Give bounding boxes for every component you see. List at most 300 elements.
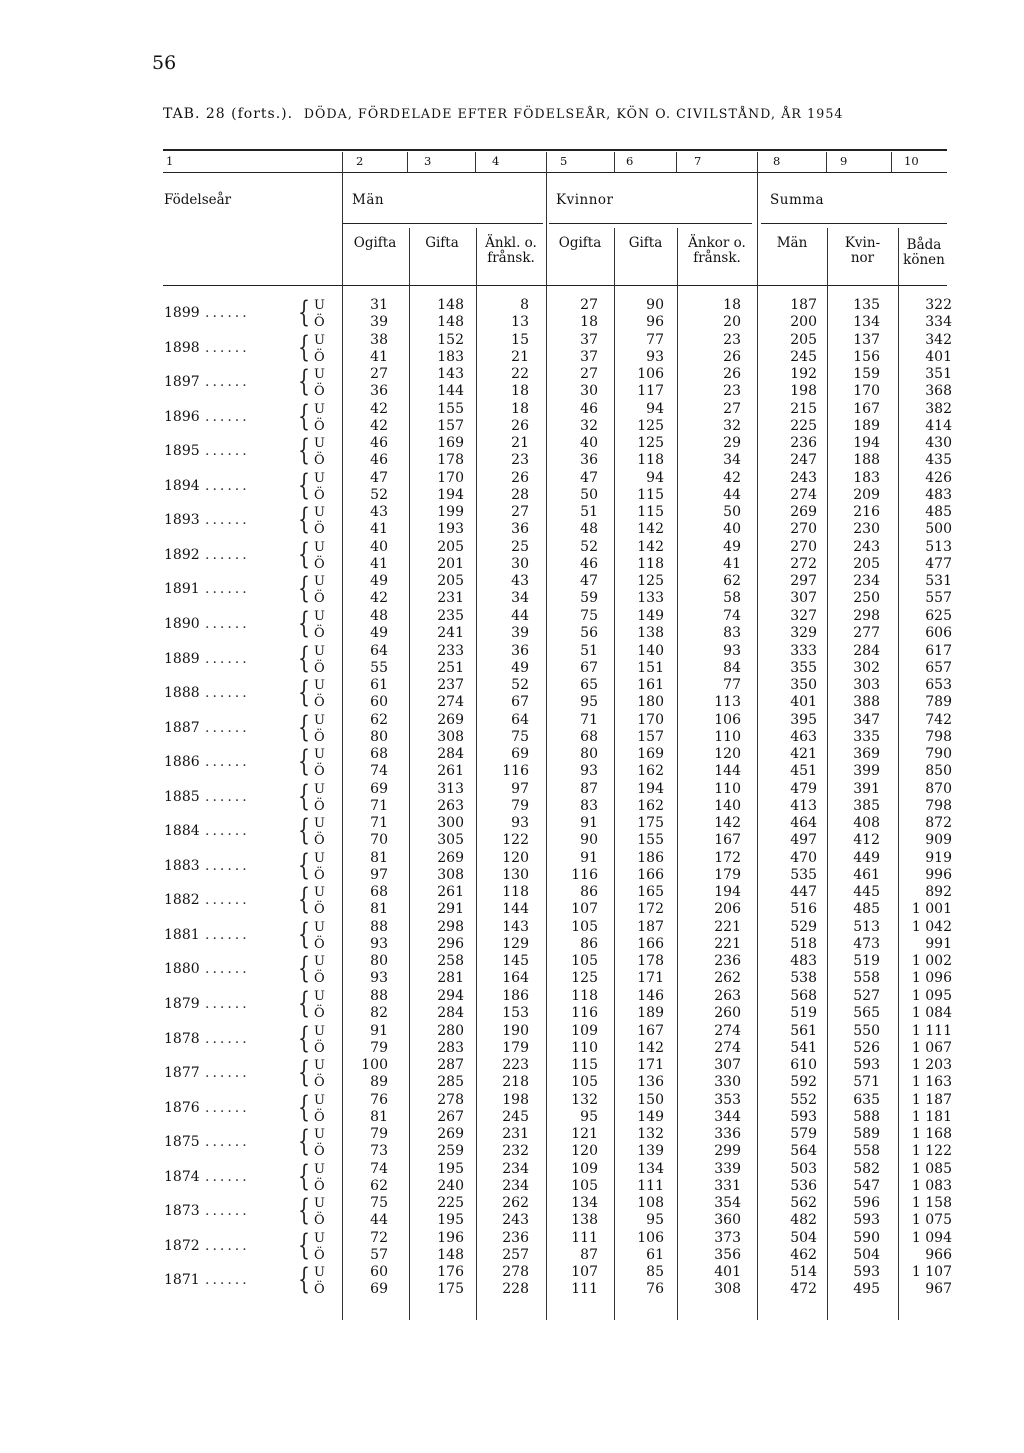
cell-o-ankor-fransk: 144 [714, 763, 741, 780]
cell-o-summa-kvinnor: 335 [853, 728, 880, 745]
cell-o-ogifta-man: 80 [370, 728, 388, 745]
cell-u-gifta-kvinnor: 175 [637, 815, 664, 832]
cell-o-ogifta-man: 49 [370, 624, 388, 641]
cell-o-ogifta-kvinnor: 50 [580, 486, 598, 503]
cell-u-ogifta-kvinnor: 80 [580, 746, 598, 763]
birth-year: 1896 [164, 408, 200, 425]
sub-label-o: Ö [314, 1075, 325, 1091]
cell-o-ogifta-kvinnor: 59 [580, 590, 598, 607]
cell-o-gifta-man: 251 [437, 659, 464, 676]
cell-u-ogifta-kvinnor: 134 [571, 1195, 598, 1212]
cell-u-summa-man: 350 [790, 677, 817, 694]
cell-o-ogifta-man: 42 [370, 417, 388, 434]
cell-u-ankl-fransk: 236 [502, 1229, 529, 1246]
cell-o-gifta-kvinnor: 166 [637, 866, 664, 883]
leader-dots: ...... [205, 754, 250, 771]
cell-u-ankor-fransk: 194 [714, 884, 741, 901]
cell-o-gifta-man: 201 [437, 555, 464, 572]
cell-o-gifta-kvinnor: 172 [637, 901, 664, 918]
cell-u-ogifta-man: 40 [370, 538, 388, 555]
cell-o-gifta-kvinnor: 142 [637, 521, 664, 538]
cell-o-summa-kvinnor: 485 [853, 901, 880, 918]
cell-u-bada-konen: 1 094 [911, 1229, 952, 1246]
birth-year: 1887 [164, 719, 200, 736]
cell-u-gifta-kvinnor: 106 [637, 366, 664, 383]
cell-o-bada-konen: 798 [925, 797, 952, 814]
cell-o-bada-konen: 483 [925, 486, 952, 503]
cell-o-ankl-fransk: 257 [502, 1246, 529, 1263]
brace-glyph: { [298, 813, 310, 848]
cell-u-summa-man: 464 [790, 815, 817, 832]
cell-o-ogifta-kvinnor: 120 [571, 1143, 598, 1160]
cell-o-ogifta-kvinnor: 87 [580, 1246, 598, 1263]
leader-dots: ...... [205, 1168, 250, 1185]
cell-u-bada-konen: 1 168 [911, 1126, 952, 1143]
cell-u-ankor-fransk: 353 [714, 1091, 741, 1108]
cell-o-summa-kvinnor: 547 [853, 1177, 880, 1194]
cell-o-ogifta-kvinnor: 95 [580, 694, 598, 711]
cell-o-ankor-fransk: 299 [714, 1143, 741, 1160]
cell-o-bada-konen: 966 [925, 1246, 952, 1263]
cell-u-ankor-fransk: 274 [714, 1022, 741, 1039]
cell-o-bada-konen: 850 [925, 763, 952, 780]
cell-o-ogifta-kvinnor: 95 [580, 1108, 598, 1125]
leader-dots: ...... [205, 823, 250, 840]
cell-o-gifta-kvinnor: 171 [637, 970, 664, 987]
cell-o-ogifta-kvinnor: 111 [571, 1281, 598, 1298]
cell-u-ogifta-man: 64 [370, 642, 388, 659]
cell-u-bada-konen: 342 [925, 331, 952, 348]
brace-glyph: { [298, 467, 310, 502]
leader-dots: ...... [205, 1030, 250, 1047]
cell-u-ogifta-man: 47 [370, 469, 388, 486]
cell-o-ogifta-kvinnor: 56 [580, 624, 598, 641]
birth-year: 1872 [164, 1237, 200, 1254]
cell-o-summa-kvinnor: 571 [853, 1074, 880, 1091]
cell-u-ogifta-man: 80 [370, 953, 388, 970]
table-row [0, 814, 1024, 848]
cell-o-ogifta-man: 39 [370, 314, 388, 330]
cell-o-bada-konen: 1 001 [911, 901, 952, 918]
cell-u-ogifta-kvinnor: 47 [580, 469, 598, 486]
cell-o-ogifta-man: 74 [370, 763, 388, 780]
cell-u-ogifta-kvinnor: 51 [580, 642, 598, 659]
cell-o-ankor-fransk: 32 [723, 417, 741, 434]
cell-o-ankl-fransk: 228 [502, 1281, 529, 1298]
birth-year: 1876 [164, 1099, 200, 1116]
cell-u-ankl-fransk: 43 [511, 573, 529, 590]
birth-year: 1877 [164, 1065, 200, 1082]
cell-o-ankl-fransk: 23 [511, 452, 529, 469]
cell-o-gifta-kvinnor: 118 [637, 452, 664, 469]
cell-u-summa-kvinnor: 408 [853, 815, 880, 832]
cell-u-ankl-fransk: 234 [502, 1160, 529, 1177]
cell-u-bada-konen: 872 [925, 815, 952, 832]
cell-o-gifta-kvinnor: 133 [637, 590, 664, 607]
cell-o-summa-man: 355 [790, 659, 817, 676]
cell-u-bada-konen: 919 [925, 849, 952, 866]
cell-u-bada-konen: 870 [925, 780, 952, 797]
cell-u-gifta-kvinnor: 115 [637, 504, 664, 521]
leader-dots: ...... [205, 926, 250, 943]
cell-o-summa-kvinnor: 209 [853, 486, 880, 503]
cell-u-ankl-fransk: 262 [502, 1195, 529, 1212]
cell-u-gifta-kvinnor: 140 [637, 642, 664, 659]
cell-u-ankor-fransk: 401 [714, 1264, 741, 1281]
table-row [0, 987, 1024, 1021]
brace-glyph: { [298, 916, 310, 951]
cell-o-ankl-fransk: 26 [511, 417, 529, 434]
cell-u-summa-man: 297 [790, 573, 817, 590]
table-row [0, 711, 1024, 745]
cell-u-summa-man: 270 [790, 538, 817, 555]
cell-o-ogifta-man: 79 [370, 1039, 388, 1056]
cell-u-ankl-fransk: 69 [511, 746, 529, 763]
table-row [0, 1125, 1024, 1159]
cell-o-summa-kvinnor: 412 [853, 832, 880, 849]
leader-dots: ...... [205, 408, 250, 425]
sub-label-o: Ö [314, 625, 325, 641]
cell-o-gifta-kvinnor: 142 [637, 1039, 664, 1056]
cell-o-ankor-fransk: 308 [714, 1281, 741, 1298]
cell-o-ankl-fransk: 116 [502, 763, 529, 780]
cell-o-gifta-kvinnor: 61 [646, 1246, 664, 1263]
cell-u-ankor-fransk: 49 [723, 538, 741, 555]
cell-u-ankl-fransk: 198 [502, 1091, 529, 1108]
cell-u-ogifta-man: 74 [370, 1160, 388, 1177]
cell-o-gifta-man: 284 [437, 1005, 464, 1021]
table-row [0, 469, 1024, 503]
cell-o-ogifta-kvinnor: 46 [580, 555, 598, 572]
sub-label-o: Ö [314, 1247, 325, 1263]
cell-u-gifta-kvinnor: 108 [637, 1195, 664, 1212]
cell-o-summa-man: 307 [790, 590, 817, 607]
cell-u-ankl-fransk: 8 [520, 297, 529, 313]
cell-u-gifta-kvinnor: 171 [637, 1057, 664, 1074]
cell-u-bada-konen: 1 158 [911, 1195, 952, 1212]
cell-u-summa-man: 514 [790, 1264, 817, 1281]
cell-o-gifta-kvinnor: 76 [646, 1281, 664, 1298]
sub-label-o: Ö [314, 591, 325, 607]
cell-u-gifta-man: 225 [437, 1195, 464, 1212]
cell-o-ankl-fransk: 179 [502, 1039, 529, 1056]
cell-o-ankl-fransk: 49 [511, 659, 529, 676]
table-row [0, 538, 1024, 572]
cell-o-ogifta-man: 93 [370, 935, 388, 952]
cell-u-ankor-fransk: 172 [714, 849, 741, 866]
cell-u-gifta-man: 205 [437, 538, 464, 555]
cell-o-summa-man: 245 [790, 348, 817, 365]
cell-u-ankl-fransk: 27 [511, 504, 529, 521]
leader-dots: ...... [205, 581, 250, 598]
sub-label-o: Ö [314, 971, 325, 987]
cell-o-summa-kvinnor: 399 [853, 763, 880, 780]
cell-o-ogifta-kvinnor: 48 [580, 521, 598, 538]
cell-u-bada-konen: 892 [925, 884, 952, 901]
cell-u-gifta-kvinnor: 85 [646, 1264, 664, 1281]
cell-u-ogifta-man: 88 [370, 918, 388, 935]
cell-u-ogifta-man: 88 [370, 988, 388, 1004]
table-row [0, 780, 1024, 814]
cell-u-summa-man: 447 [790, 884, 817, 901]
cell-u-ankl-fransk: 26 [511, 469, 529, 486]
column-header-line: Ogifta [353, 235, 397, 251]
column-number-8: 8 [773, 154, 781, 168]
cell-o-gifta-man: 291 [437, 901, 464, 918]
cell-u-gifta-man: 269 [437, 1126, 464, 1143]
cell-o-ogifta-kvinnor: 37 [580, 348, 598, 365]
cell-u-bada-konen: 1 042 [911, 918, 952, 935]
cell-o-summa-kvinnor: 565 [853, 1005, 880, 1021]
cell-o-ogifta-kvinnor: 32 [580, 417, 598, 434]
leader-dots: ...... [205, 685, 250, 702]
cell-u-ankl-fransk: 118 [502, 884, 529, 901]
cell-u-bada-konen: 625 [925, 607, 952, 624]
cell-u-gifta-man: 269 [437, 849, 464, 866]
cell-o-bada-konen: 657 [925, 659, 952, 676]
sub-label-o: Ö [314, 453, 325, 469]
birth-year: 1881 [164, 926, 200, 943]
column-header-line: nor [850, 250, 875, 266]
cell-u-ogifta-kvinnor: 47 [580, 573, 598, 590]
vrule-3 [475, 152, 476, 172]
cell-u-ogifta-kvinnor: 105 [571, 953, 598, 970]
cell-u-gifta-man: 287 [437, 1057, 464, 1074]
column-header-line: Gifta [425, 235, 459, 251]
cell-o-ogifta-man: 41 [370, 555, 388, 572]
leader-dots: ...... [205, 961, 250, 978]
cell-o-ogifta-man: 69 [370, 1281, 388, 1298]
cell-o-ogifta-man: 52 [370, 486, 388, 503]
cell-o-ogifta-man: 55 [370, 659, 388, 676]
cell-u-gifta-kvinnor: 106 [637, 1229, 664, 1246]
cell-o-ankor-fransk: 84 [723, 659, 741, 676]
cell-o-ankl-fransk: 18 [511, 383, 529, 400]
cell-o-gifta-kvinnor: 93 [646, 348, 664, 365]
table-row [0, 1056, 1024, 1090]
cell-u-ankor-fransk: 110 [714, 780, 741, 797]
cell-u-summa-kvinnor: 216 [853, 504, 880, 521]
vrule-6 [676, 152, 677, 172]
cell-o-gifta-kvinnor: 162 [637, 763, 664, 780]
sub-label-u: U [314, 919, 325, 935]
cell-o-summa-kvinnor: 504 [853, 1246, 880, 1263]
cell-o-gifta-man: 195 [437, 1212, 464, 1229]
cell-o-gifta-kvinnor: 189 [637, 1005, 664, 1021]
cell-o-gifta-man: 178 [437, 452, 464, 469]
cell-u-summa-kvinnor: 234 [853, 573, 880, 590]
cell-o-summa-kvinnor: 170 [853, 383, 880, 400]
cell-o-ankl-fransk: 153 [502, 1005, 529, 1021]
cell-o-ogifta-kvinnor: 93 [580, 763, 598, 780]
cell-o-ogifta-kvinnor: 105 [571, 1177, 598, 1194]
cell-u-summa-kvinnor: 590 [853, 1229, 880, 1246]
cell-o-bada-konen: 996 [925, 866, 952, 883]
cell-u-gifta-man: 258 [437, 953, 464, 970]
sub-label-o: Ö [314, 936, 325, 952]
cell-o-gifta-man: 240 [437, 1177, 464, 1194]
brace-glyph: { [298, 502, 310, 537]
sub-label-o: Ö [314, 1213, 325, 1229]
birth-year: 1886 [164, 754, 200, 771]
cell-o-summa-kvinnor: 205 [853, 555, 880, 572]
cell-o-ogifta-man: 36 [370, 383, 388, 400]
sub-label-u: U [314, 574, 325, 590]
cell-u-summa-man: 579 [790, 1126, 817, 1143]
cell-u-summa-kvinnor: 550 [853, 1022, 880, 1039]
cell-o-summa-man: 592 [790, 1074, 817, 1091]
cell-u-ogifta-man: 46 [370, 435, 388, 452]
cell-u-gifta-man: 261 [437, 884, 464, 901]
cell-o-ogifta-kvinnor: 18 [580, 314, 598, 330]
cell-o-ankor-fransk: 41 [723, 555, 741, 572]
cell-o-summa-kvinnor: 588 [853, 1108, 880, 1125]
sub-label-o: Ö [314, 1040, 325, 1056]
cell-o-ankor-fransk: 206 [714, 901, 741, 918]
cell-u-gifta-man: 298 [437, 918, 464, 935]
cell-o-gifta-man: 148 [437, 314, 464, 330]
cell-u-ankor-fransk: 18 [723, 297, 741, 313]
cell-o-ankor-fransk: 110 [714, 728, 741, 745]
cell-o-gifta-man: 193 [437, 521, 464, 538]
cell-u-ogifta-kvinnor: 109 [571, 1022, 598, 1039]
cell-u-ogifta-man: 72 [370, 1229, 388, 1246]
cell-u-ankor-fransk: 236 [714, 953, 741, 970]
cell-u-gifta-kvinnor: 77 [646, 331, 664, 348]
cell-o-gifta-kvinnor: 162 [637, 797, 664, 814]
cell-u-gifta-man: 237 [437, 677, 464, 694]
cell-o-ankor-fransk: 221 [714, 935, 741, 952]
birth-year: 1899 [164, 305, 200, 321]
cell-o-summa-kvinnor: 495 [853, 1281, 880, 1298]
table-row [0, 745, 1024, 779]
birth-year: 1885 [164, 788, 200, 805]
rule-top [163, 149, 947, 151]
cell-o-gifta-kvinnor: 151 [637, 659, 664, 676]
cell-o-summa-kvinnor: 134 [853, 314, 880, 330]
cell-o-ankl-fransk: 36 [511, 521, 529, 538]
cell-u-summa-kvinnor: 369 [853, 746, 880, 763]
leader-dots: ...... [205, 615, 250, 632]
group-header-summa: Summa [770, 192, 825, 208]
cell-u-bada-konen: 382 [925, 400, 952, 417]
leader-dots: ...... [205, 996, 250, 1012]
sub-label-u: U [314, 505, 325, 521]
leader-dots: ...... [205, 650, 250, 667]
column-number-1: 1 [166, 154, 174, 168]
birth-year: 1874 [164, 1168, 200, 1185]
cell-o-ankl-fransk: 129 [502, 935, 529, 952]
cell-u-ogifta-kvinnor: 91 [580, 849, 598, 866]
cell-o-gifta-man: 148 [437, 1246, 464, 1263]
cell-o-ankor-fransk: 44 [723, 486, 741, 503]
sub-label-o: Ö [314, 764, 325, 780]
cell-o-summa-man: 198 [790, 383, 817, 400]
sub-label-u: U [314, 712, 325, 728]
cell-o-bada-konen: 401 [925, 348, 952, 365]
cell-o-summa-kvinnor: 461 [853, 866, 880, 883]
leader-dots: ...... [205, 374, 250, 391]
cell-u-ogifta-man: 48 [370, 607, 388, 624]
cell-u-ankor-fransk: 336 [714, 1126, 741, 1143]
cell-o-gifta-man: 259 [437, 1143, 464, 1160]
cell-u-gifta-man: 284 [437, 746, 464, 763]
brace-glyph: { [298, 1227, 310, 1262]
table-row [0, 849, 1024, 883]
leader-dots: ...... [205, 892, 250, 909]
cell-o-ankl-fransk: 232 [502, 1143, 529, 1160]
column-header-ogifta-kvinnor [546, 236, 614, 251]
table-row [0, 952, 1024, 986]
cell-u-summa-kvinnor: 159 [853, 366, 880, 383]
table-row [0, 296, 1024, 330]
cell-o-ankl-fransk: 122 [502, 832, 529, 849]
cell-o-summa-man: 482 [790, 1212, 817, 1229]
cell-o-bada-konen: 368 [925, 383, 952, 400]
column-header-gifta-kvinnor [614, 236, 677, 251]
cell-u-gifta-kvinnor: 94 [646, 469, 664, 486]
cell-o-summa-man: 272 [790, 555, 817, 572]
cell-u-gifta-man: 313 [437, 780, 464, 797]
leader-dots: ...... [205, 546, 250, 563]
cell-o-ogifta-kvinnor: 90 [580, 832, 598, 849]
cell-o-bada-konen: 789 [925, 694, 952, 711]
table-row [0, 434, 1024, 468]
column-header-bada-konen [898, 238, 950, 268]
sub-label-o: Ö [314, 1109, 325, 1125]
cell-o-summa-man: 329 [790, 624, 817, 641]
cell-o-ogifta-kvinnor: 110 [571, 1039, 598, 1056]
cell-o-gifta-man: 175 [437, 1281, 464, 1298]
column-header-line: könen [903, 252, 945, 268]
cell-o-gifta-kvinnor: 111 [637, 1177, 664, 1194]
page-number: 56 [152, 52, 177, 74]
cell-o-bada-konen: 500 [925, 521, 952, 538]
cell-u-gifta-kvinnor: 167 [637, 1022, 664, 1039]
cell-u-gifta-kvinnor: 125 [637, 435, 664, 452]
column-number-3: 3 [424, 154, 432, 168]
cell-u-ankl-fransk: 21 [511, 435, 529, 452]
cell-u-ogifta-man: 76 [370, 1091, 388, 1108]
cell-u-gifta-kvinnor: 194 [637, 780, 664, 797]
birth-year: 1873 [164, 1203, 200, 1220]
sub-label-u: U [314, 539, 325, 555]
cell-u-ankl-fransk: 231 [502, 1126, 529, 1143]
cell-u-ankl-fransk: 143 [502, 918, 529, 935]
cell-u-ankor-fransk: 50 [723, 504, 741, 521]
cell-o-ankl-fransk: 234 [502, 1177, 529, 1194]
cell-o-gifta-kvinnor: 118 [637, 555, 664, 572]
cell-o-bada-konen: 1 075 [911, 1212, 952, 1229]
sub-label-u: U [314, 781, 325, 797]
cell-o-summa-kvinnor: 558 [853, 1143, 880, 1160]
sub-label-o: Ö [314, 522, 325, 538]
cell-u-gifta-man: 205 [437, 573, 464, 590]
brace-glyph: { [298, 1020, 310, 1055]
cell-u-ankor-fransk: 29 [723, 435, 741, 452]
cell-u-summa-kvinnor: 137 [853, 331, 880, 348]
sub-label-o: Ö [314, 833, 325, 849]
cell-o-summa-man: 247 [790, 452, 817, 469]
cell-o-summa-man: 225 [790, 417, 817, 434]
cell-u-ankor-fransk: 354 [714, 1195, 741, 1212]
cell-o-summa-kvinnor: 558 [853, 970, 880, 987]
cell-o-ankor-fransk: 262 [714, 970, 741, 987]
table-row [0, 883, 1024, 917]
cell-o-gifta-kvinnor: 166 [637, 935, 664, 952]
cell-u-gifta-kvinnor: 165 [637, 884, 664, 901]
cell-u-summa-kvinnor: 391 [853, 780, 880, 797]
